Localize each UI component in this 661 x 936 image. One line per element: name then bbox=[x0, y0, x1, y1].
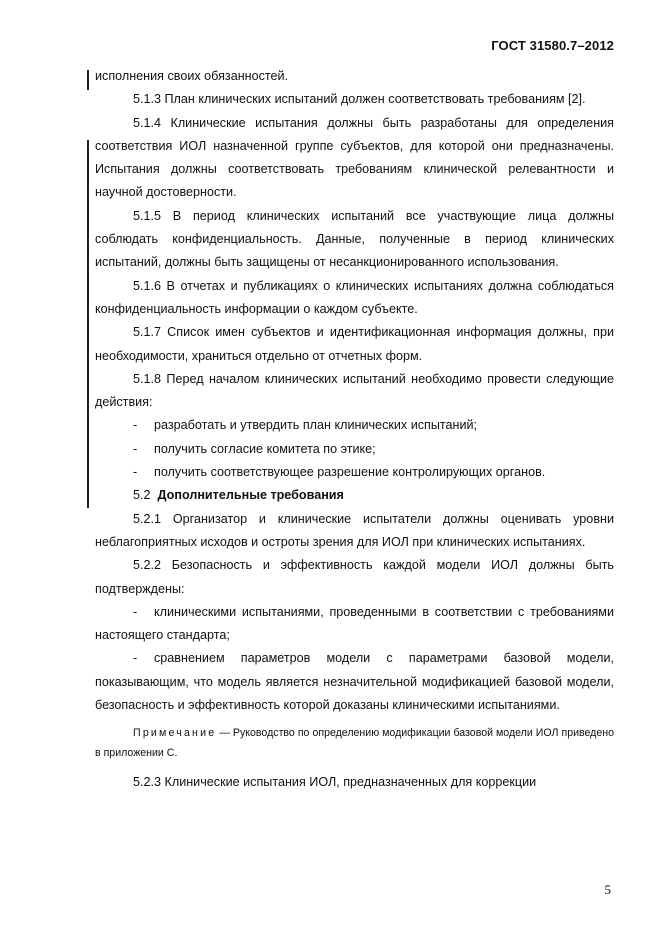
page-number: 5 bbox=[604, 882, 611, 897]
dash-marker: - bbox=[133, 465, 138, 480]
section-heading-5-2 bbox=[95, 484, 614, 507]
paragraph-5-1-3: 5.1.3 План клинических испытаний должен соответствовать требованиям [2]. bbox=[133, 92, 586, 107]
paragraph-5-2-3: 5.2.3 Клинические испытания ИОЛ, предназначенных для коррекции bbox=[133, 775, 537, 790]
list-item-text: сравнением параметров модели с параметрами базовой модели, показывающим, что модель является незначительной модификацией базовой модели, безопасность и эффективность которой доказаны клиническими испытаниями. bbox=[95, 651, 614, 713]
dash-marker: - bbox=[133, 604, 138, 619]
paragraph-5-1-8: 5.1.8 Перед началом клинических испытаний необходимо провести следующие действия: bbox=[95, 371, 614, 410]
list-item bbox=[95, 438, 614, 461]
list-item bbox=[95, 647, 614, 717]
paragraph-5-1-4: 5.1.4 Клинические испытания должны быть разработаны для определения соответствия ИОЛ назначенной группе субъектов, для которой они предназначены. Испытания должны соответствовать требованиям клинической релевантности и научной достоверности. bbox=[95, 115, 614, 200]
section-title: Дополнительные требования bbox=[157, 488, 344, 503]
note bbox=[95, 723, 614, 763]
change-bar-main bbox=[87, 140, 89, 508]
list-item-text: клиническими испытаниями, проведенными в соответствии с требованиями настоящего стандарта; bbox=[95, 604, 614, 643]
document-header: ГОСТ 31580.7–2012 bbox=[491, 38, 614, 53]
paragraph: исполнения своих обязанностей. bbox=[95, 69, 289, 83]
dash-marker: - bbox=[133, 651, 138, 666]
dash-marker: - bbox=[133, 441, 138, 456]
note-text: — Руководство по определению модификации базовой модели ИОЛ приведено в приложении С. bbox=[95, 727, 614, 760]
list-item-text: получить согласие комитета по этике; bbox=[154, 441, 376, 456]
document-body bbox=[95, 65, 614, 795]
list-item-text: получить соответствующее разрешение контролирующих органов. bbox=[154, 465, 546, 480]
paragraph-5-1-6: 5.1.6 В отчетах и публикациях о клинических испытаниях должна соблюдаться конфиденциальность информации о каждом субъекте. bbox=[95, 278, 614, 316]
paragraph-5-1-5: 5.1.5 В период клинических испытаний все участвующие лица должны соблюдать конфиденциальность. Данные, полученные в период клинических испытаний, должны быть защищены от несанкционированного использования. bbox=[95, 208, 614, 270]
list-item bbox=[95, 461, 614, 484]
paragraph-5-1-7: 5.1.7 Список имен субъектов и идентификационная информация должны, при необходимости, храниться отдельно от отчетных форм. bbox=[95, 325, 614, 363]
list-item-text: разработать и утвердить план клинических испытаний; bbox=[154, 418, 478, 433]
paragraph-5-2-1: 5.2.1 Организатор и клинические испытатели должны оценивать уровни неблагоприятных исходов и остроты зрения для ИОЛ при клинических испытаниях. bbox=[95, 511, 614, 549]
list-item bbox=[95, 414, 614, 437]
list-item bbox=[95, 601, 614, 648]
note-label: Примечание bbox=[133, 727, 217, 740]
section-number: 5.2 bbox=[133, 488, 151, 503]
dash-marker: - bbox=[133, 418, 138, 433]
change-bar-top bbox=[87, 70, 89, 90]
paragraph-5-2-2: 5.2.2 Безопасность и эффективность каждой модели ИОЛ должны быть подтверждены: bbox=[95, 558, 614, 596]
